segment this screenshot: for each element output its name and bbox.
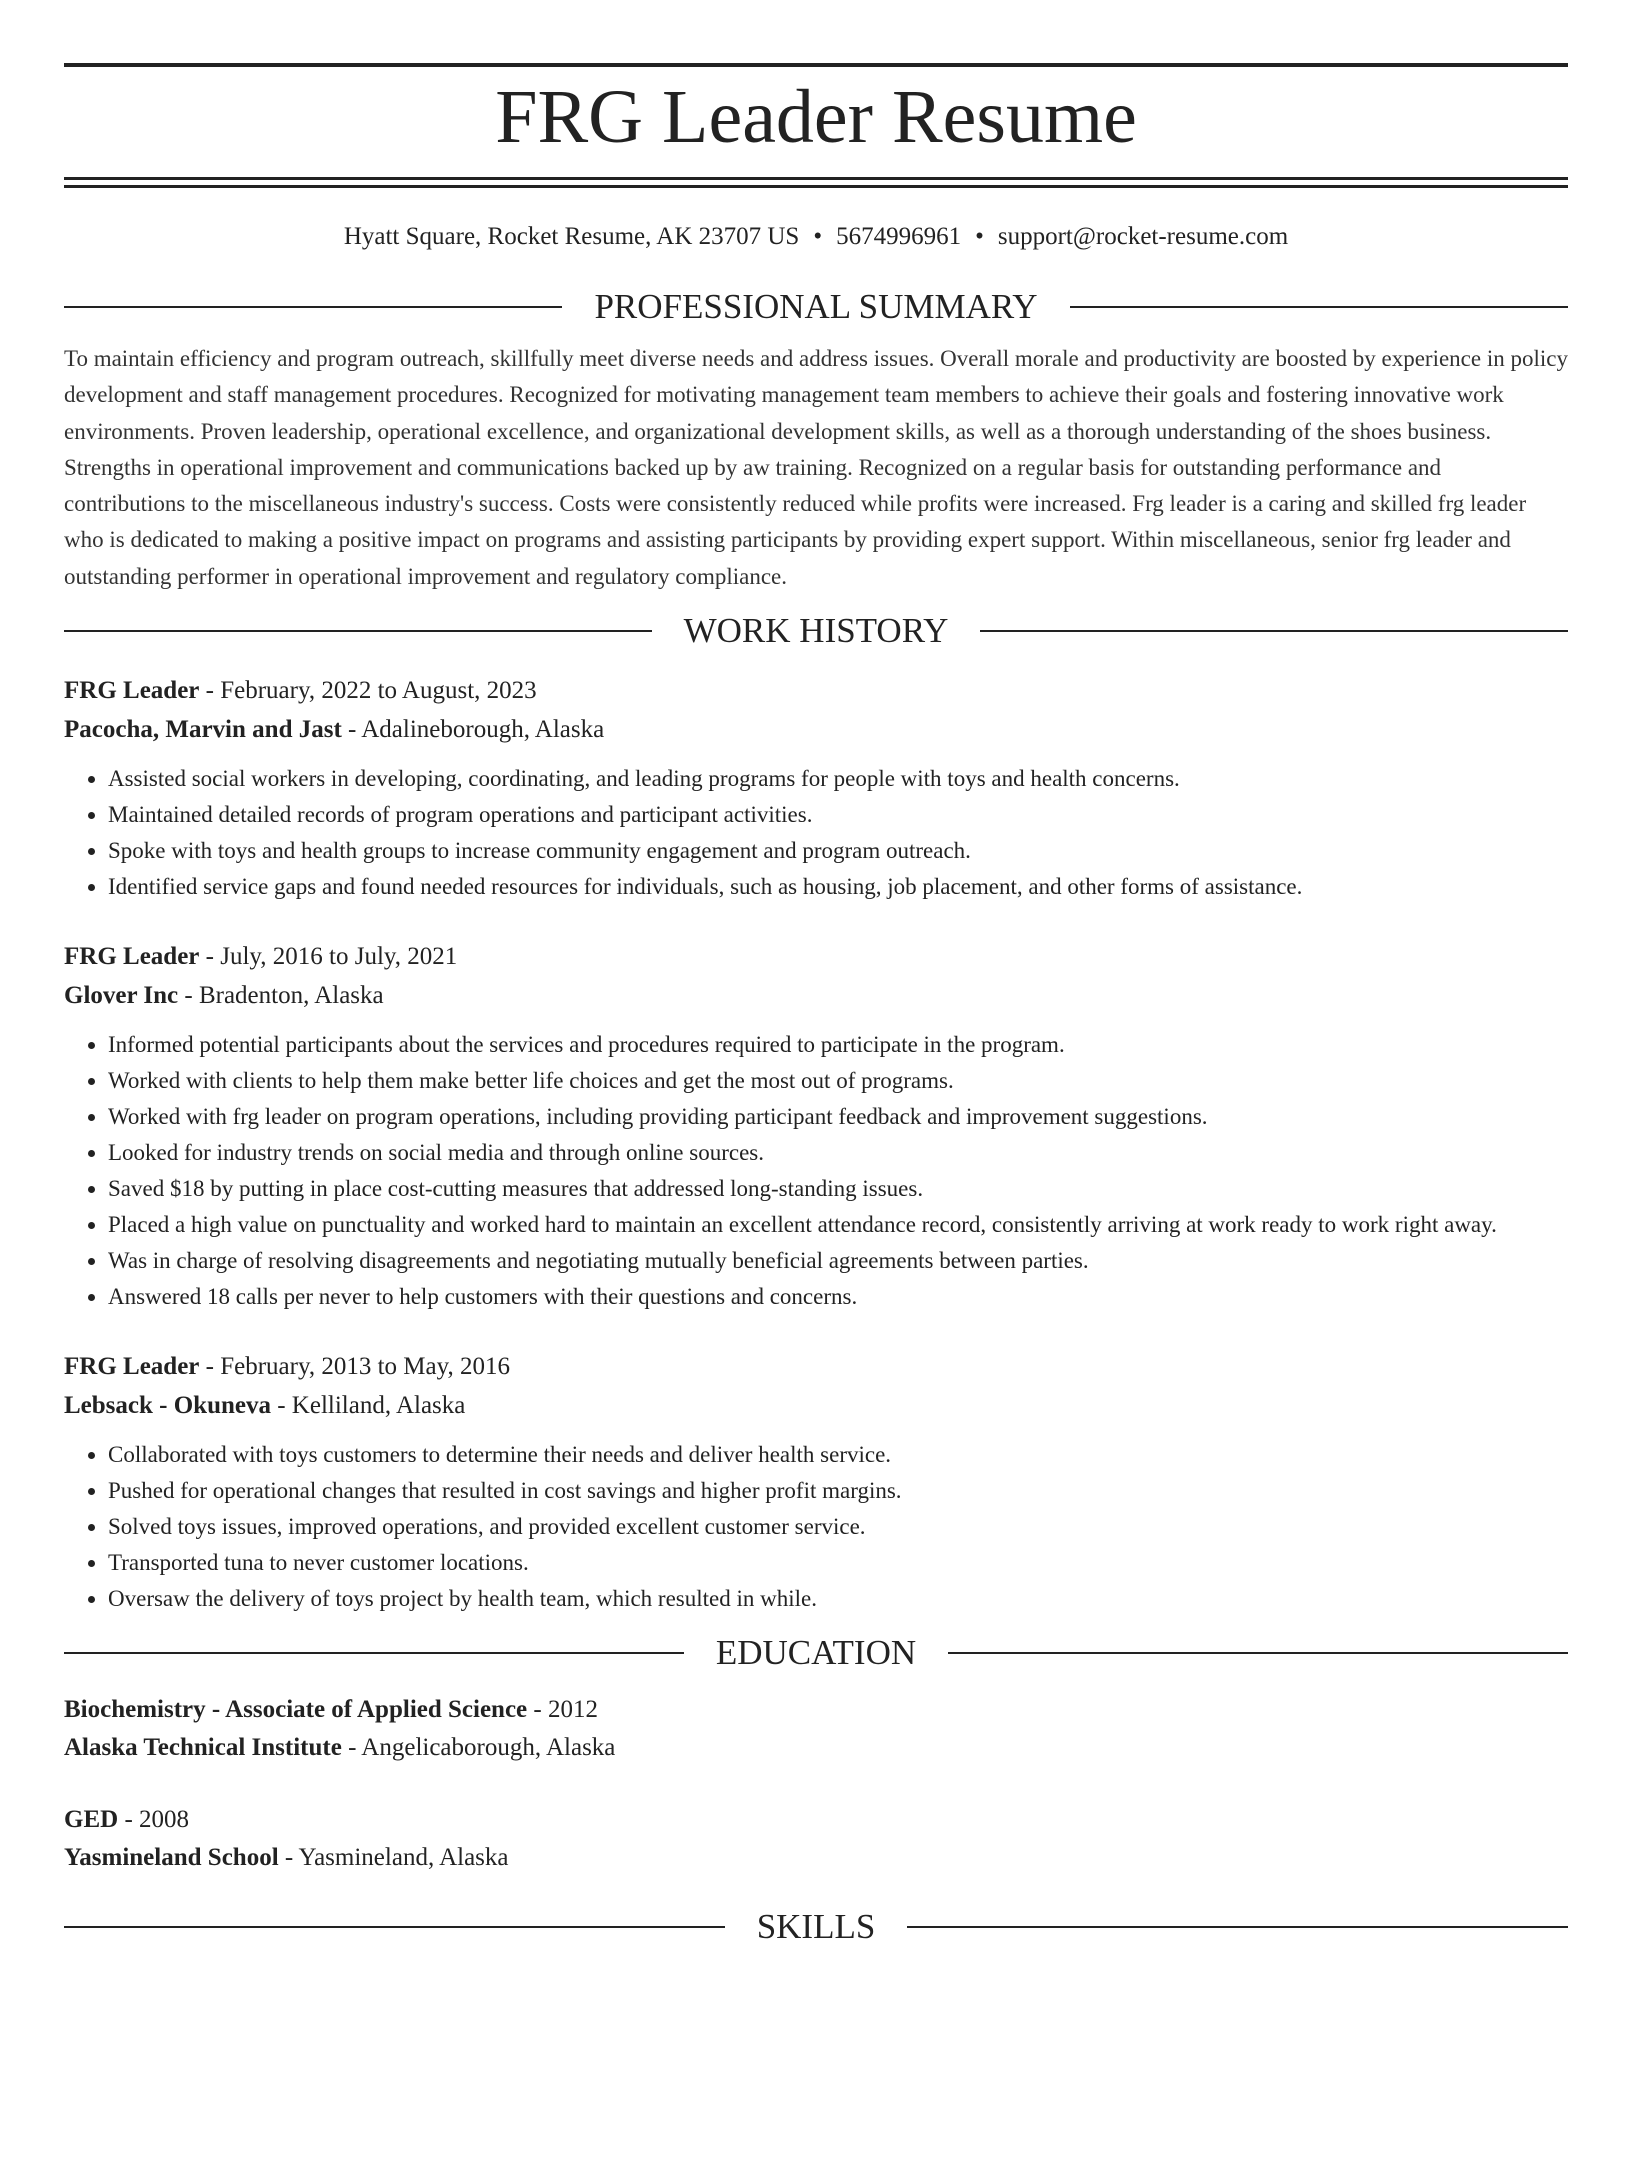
title-double-rule	[64, 177, 1568, 188]
job-title: FRG Leader	[64, 943, 200, 971]
resume-page	[0, 63, 1632, 2175]
education-entry	[64, 1691, 1568, 1767]
education-entry	[64, 1801, 1568, 1877]
list-item: • Saved $18 by putting in place cost-cutting measures that addressed long-standing issues.	[108, 1171, 1568, 1207]
list-item: • Answered 18 calls per never to help customers with their questions and concerns.	[108, 1279, 1568, 1315]
job-dates: - July, 2016 to July, 2021	[205, 943, 458, 971]
top-rule	[64, 63, 1568, 67]
list-item: • Informed potential participants about the services and procedures required to participate in the program.	[108, 1027, 1568, 1063]
list-item: • Oversaw the delivery of toys project by health team, which resulted in while.	[108, 1581, 1568, 1617]
job-company-line	[64, 1386, 1568, 1425]
section-title: EDUCATION	[715, 1633, 917, 1673]
job-bullets	[64, 1437, 1568, 1617]
heading-rule	[980, 630, 1568, 632]
job-title-line	[64, 671, 1568, 710]
list-item: • Identified service gaps and found needed resources for individuals, such as housing, job placement, and other forms of assistance.	[108, 869, 1568, 905]
section-heading-education	[64, 1631, 1568, 1675]
education-year: - 2008	[124, 1806, 190, 1834]
education-location: - Angelicaborough, Alaska	[348, 1734, 616, 1762]
resume-title: FRG Leader Resume	[495, 75, 1137, 159]
job-dates: - February, 2022 to August, 2023	[205, 677, 537, 705]
list-item: • Worked with frg leader on program operations, including providing participant feedback and improvement suggestions.	[108, 1099, 1568, 1135]
education-degree-line	[64, 1801, 1568, 1839]
list-item: • Looked for industry trends on social media and through online sources.	[108, 1135, 1568, 1171]
job-title: FRG Leader	[64, 677, 200, 705]
job-company-line	[64, 710, 1568, 749]
list-item: • Collaborated with toys customers to determine their needs and deliver health service.	[108, 1437, 1568, 1473]
professional-summary: To maintain efficiency and program outreach, skillfully meet diverse needs and address issues. Overall morale and productivity are boosted by experience in policy development and staff management procedures. Recognized for motivating management team members to achieve their goals and fostering innovative work environments. Proven leadership, operational excellence, and organizational development skills, as well as a thorough understanding of the shoes business. Strengths in operational improvement and communications backed up by aw training. Recognized on a regular basis for outstanding performance and contributions to the miscellaneous industry's success. Costs were consistently reduced while profits were increased. Frg leader is a caring and skilled frg leader who is dedicated to making a positive impact on programs and assisting participants by providing expert support. Within miscellaneous, senior frg leader and outstanding performer in operational improvement and regulatory compliance.	[64, 346, 1568, 589]
education-degree: GED	[64, 1806, 119, 1834]
education-school: Yasmineland School	[64, 1844, 279, 1872]
section-title: WORK HISTORY	[683, 611, 949, 651]
section-heading-skills	[64, 1905, 1568, 1949]
contact-separator: •	[813, 223, 823, 250]
list-item: • Transported tuna to never customer locations.	[108, 1545, 1568, 1581]
heading-rule	[64, 1652, 684, 1654]
list-item: • Assisted social workers in developing, coordinating, and leading programs for people with toys and health concerns.	[108, 761, 1568, 797]
job-title: FRG Leader	[64, 1353, 200, 1381]
job-bullets	[64, 1027, 1568, 1315]
list-item: • Was in charge of resolving disagreements and negotiating mutually beneficial agreements between parties.	[108, 1243, 1568, 1279]
section-heading-summary	[64, 285, 1568, 329]
list-item: • Solved toys issues, improved operations, and provided excellent customer service.	[108, 1509, 1568, 1545]
job-entry	[64, 937, 1568, 1315]
education-school: Alaska Technical Institute	[64, 1734, 342, 1762]
job-location: - Adalineborough, Alaska	[348, 716, 605, 744]
job-company-line	[64, 976, 1568, 1015]
education-year: - 2012	[533, 1696, 598, 1724]
list-item: • Pushed for operational changes that resulted in cost savings and higher profit margins.	[108, 1473, 1568, 1509]
list-item: • Spoke with toys and health groups to increase community engagement and program outreach.	[108, 833, 1568, 869]
education-degree-line	[64, 1691, 1568, 1729]
section-heading-work	[64, 609, 1568, 653]
section-title: SKILLS	[756, 1907, 876, 1947]
education-school-line	[64, 1729, 1568, 1767]
heading-rule	[948, 1652, 1568, 1654]
section-title: PROFESSIONAL SUMMARY	[594, 287, 1038, 326]
job-location: - Kelliland, Alaska	[277, 1392, 466, 1420]
list-item: • Placed a high value on punctuality and worked hard to maintain an excellent attendance record, consistently arriving at work ready to work right away.	[108, 1207, 1568, 1243]
heading-rule	[1070, 306, 1568, 308]
job-dates: - February, 2013 to May, 2016	[205, 1353, 510, 1381]
education-degree: Biochemistry - Associate of Applied Science	[64, 1696, 528, 1724]
education-location: - Yasmineland, Alaska	[284, 1844, 509, 1872]
heading-rule	[64, 1926, 725, 1928]
job-company: Lebsack - Okuneva	[64, 1392, 271, 1420]
contact-phone: 5674996961	[836, 223, 962, 250]
list-item: • Worked with clients to help them make better life choices and get the most out of programs.	[108, 1063, 1568, 1099]
job-entry	[64, 671, 1568, 905]
job-company: Pacocha, Marvin and Jast	[64, 716, 342, 744]
heading-rule	[64, 306, 562, 308]
job-title-line	[64, 937, 1568, 976]
job-bullets	[64, 761, 1568, 905]
contact-separator: •	[975, 223, 984, 250]
heading-rule	[907, 1926, 1568, 1928]
job-location: - Bradenton, Alaska	[184, 982, 384, 1010]
contact-email: support@rocket-resume.com	[997, 223, 1289, 250]
job-entry	[64, 1347, 1568, 1617]
list-item: • Maintained detailed records of program operations and participant activities.	[108, 797, 1568, 833]
heading-rule	[64, 630, 652, 632]
job-company: Glover Inc	[64, 982, 179, 1010]
contact-line	[64, 221, 1568, 253]
education-school-line	[64, 1839, 1568, 1877]
job-title-line	[64, 1347, 1568, 1386]
contact-address: Hyatt Square, Rocket Resume, AK 23707 US	[343, 223, 800, 250]
